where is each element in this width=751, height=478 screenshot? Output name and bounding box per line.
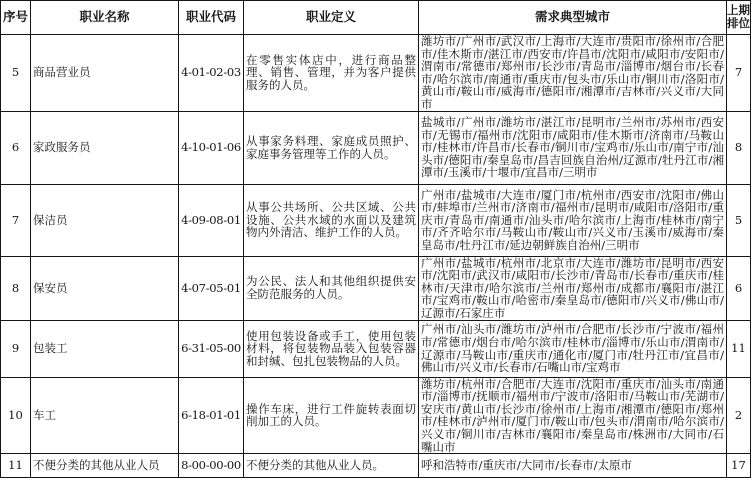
cell-prev-rank: 11	[727, 320, 751, 377]
column-header-prev-rank: 上期排位	[727, 1, 751, 35]
cell-occupation-name: 不便分类的其他从业人员	[31, 454, 179, 478]
cell-definition: 不便分类的其他从业人员。	[244, 454, 419, 478]
cell-demand-cities: 潍坊市/广州市/武汉市/上海市/大连市/贵阳市/徐州市/合肥市/佳木斯市/湛江市/西安市/许昌市/沈阳市/咸阳市/安阳市/渭南市/常德市/郑州市/长沙市/青岛市/淄博市/烟台市/长春市/哈尔滨市/南通市/重庆市/包头市/乐山市/铜川市/洛阳市/黄山市/鞍山市/威海市/德阳市/湘潭市/吉林市/兴义市/大同市	[419, 35, 727, 112]
cell-prev-rank: 17	[727, 454, 751, 478]
cell-definition: 为公民、法人和其他组织提供安全防范服务的人员。	[244, 256, 419, 320]
table-header	[1, 1, 751, 35]
table-row	[1, 454, 751, 478]
cell-definition: 从事公共场所、公共区域、公共设施、公共水域的水面以及建筑物内外清洁、维护工作的人员。	[244, 184, 419, 256]
cell-occupation-code: 4-01-02-03	[179, 35, 244, 112]
cell-occupation-code: 4-07-05-01	[179, 256, 244, 320]
cell-definition: 使用包装设备或手工，使用包装材料，将包装物品装入包装容器和封缄、包扎包装物品的人员。	[244, 320, 419, 377]
cell-occupation-code: 6-31-05-00	[179, 320, 244, 377]
column-header-occupation-name: 职业名称	[31, 1, 179, 35]
cell-prev-rank: 2	[727, 377, 751, 454]
table-row	[1, 111, 751, 184]
cell-demand-cities: 潍坊市/杭州市/合肥市/大连市/沈阳市/重庆市/汕头市/南通市/淄博市/抚顺市/福州市/宁波市/洛阳市/马鞍山市/芜湖市/安庆市/黄山市/长沙市/徐州市/上海市/湘潭市/德阳市/郑州市/桂林市/泸州市/厦门市/鞍山市/包头市/渭南市/哈尔滨市/兴义市/铜川市/吉林市/襄阳市/秦皇岛市/株洲市/大同市/石嘴山市	[419, 377, 727, 454]
cell-demand-cities: 广州市/盐城市/大连市/厦门市/杭州市/西安市/沈阳市/佛山市/蚌埠市/兰州市/济南市/福州市/昆明市/咸阳市/洛阳市/重庆市/青岛市/南通市/汕头市/哈尔滨市/上海市/桂林市/南宁市/齐齐哈尔市/马鞍山市/鞍山市/兴义市/玉溪市/威海市/秦皇岛市/牡丹江市/延边朝鲜族自治州/三明市	[419, 184, 727, 256]
table-row	[1, 35, 751, 112]
table-row	[1, 256, 751, 320]
cell-occupation-code: 4-09-08-01	[179, 184, 244, 256]
table-row	[1, 377, 751, 454]
cell-occupation-name: 保安员	[31, 256, 179, 320]
cell-serial: 8	[1, 256, 31, 320]
cell-serial: 5	[1, 35, 31, 112]
table-row	[1, 184, 751, 256]
cell-occupation-code: 4-10-01-06	[179, 111, 244, 184]
cell-demand-cities: 广州市/盐城市/杭州市/北京市/大连市/潍坊市/昆明市/西安市/沈阳市/武汉市/咸阳市/长沙市/青岛市/长春市/重庆市/桂林市/天津市/哈尔滨市/兰州市/郑州市/成都市/襄阳市/湛江市/宝鸡市/鞍山市/哈密市/秦皇岛市/德阳市/兴义市/佛山市/辽源市/石家庄市	[419, 256, 727, 320]
cell-serial: 10	[1, 377, 31, 454]
column-header-occupation-definition: 职业定义	[244, 1, 419, 35]
cell-serial: 9	[1, 320, 31, 377]
column-header-serial: 序号	[1, 1, 31, 35]
cell-occupation-name: 车工	[31, 377, 179, 454]
cell-demand-cities: 呼和浩特市/重庆市/大同市/长春市/太原市	[419, 454, 727, 478]
cell-occupation-name: 商品营业员	[31, 35, 179, 112]
cell-serial: 7	[1, 184, 31, 256]
cell-serial: 11	[1, 454, 31, 478]
cell-occupation-code: 6-18-01-01	[179, 377, 244, 454]
cell-occupation-code: 8-00-00-00	[179, 454, 244, 478]
cell-definition: 从事家务料理、家庭成员照护、家庭事务管理等工作的人员。	[244, 111, 419, 184]
cell-prev-rank: 6	[727, 256, 751, 320]
cell-prev-rank: 5	[727, 184, 751, 256]
cell-demand-cities: 广州市/汕头市/潍坊市/泸州市/合肥市/长沙市/宁波市/福州市/常德市/烟台市/哈尔滨市/桂林市/淄博市/乐山市/渭南市/辽源市/马鞍山市/重庆市/通化市/厦门市/牡丹江市/宜昌市/佛山市/兴义市/长春市/石嘴山市/宝鸡市	[419, 320, 727, 377]
cell-occupation-name: 家政服务员	[31, 111, 179, 184]
cell-occupation-name: 包装工	[31, 320, 179, 377]
header-row	[1, 1, 751, 35]
column-header-occupation-code: 职业代码	[179, 1, 244, 35]
cell-demand-cities: 盐城市/广州市/潍坊市/湛江市/昆明市/兰州市/苏州市/西安市/无锡市/福州市/沈阳市/咸阳市/佳木斯市/济南市/马鞍山市/桂林市/许昌市/长春市/铜川市/宝鸡市/乐山市/南宁市/汕头市/德阳市/秦皇岛市/昌吉回族自治州/辽源市/牡丹江市/湘潭市/玉溪市/十堰市/宜昌市/三明市	[419, 111, 727, 184]
cell-prev-rank: 8	[727, 111, 751, 184]
table-body	[1, 35, 751, 478]
cell-serial: 6	[1, 111, 31, 184]
cell-occupation-name: 保洁员	[31, 184, 179, 256]
column-header-demand-cities: 需求典型城市	[419, 1, 727, 35]
cell-prev-rank: 7	[727, 35, 751, 112]
cell-definition: 在零售实体店中，进行商品整理、销售、管理，并为客户提供服务的人员。	[244, 35, 419, 112]
table-row	[1, 320, 751, 377]
cell-definition: 操作车床，进行工件旋转表面切削加工的人员。	[244, 377, 419, 454]
